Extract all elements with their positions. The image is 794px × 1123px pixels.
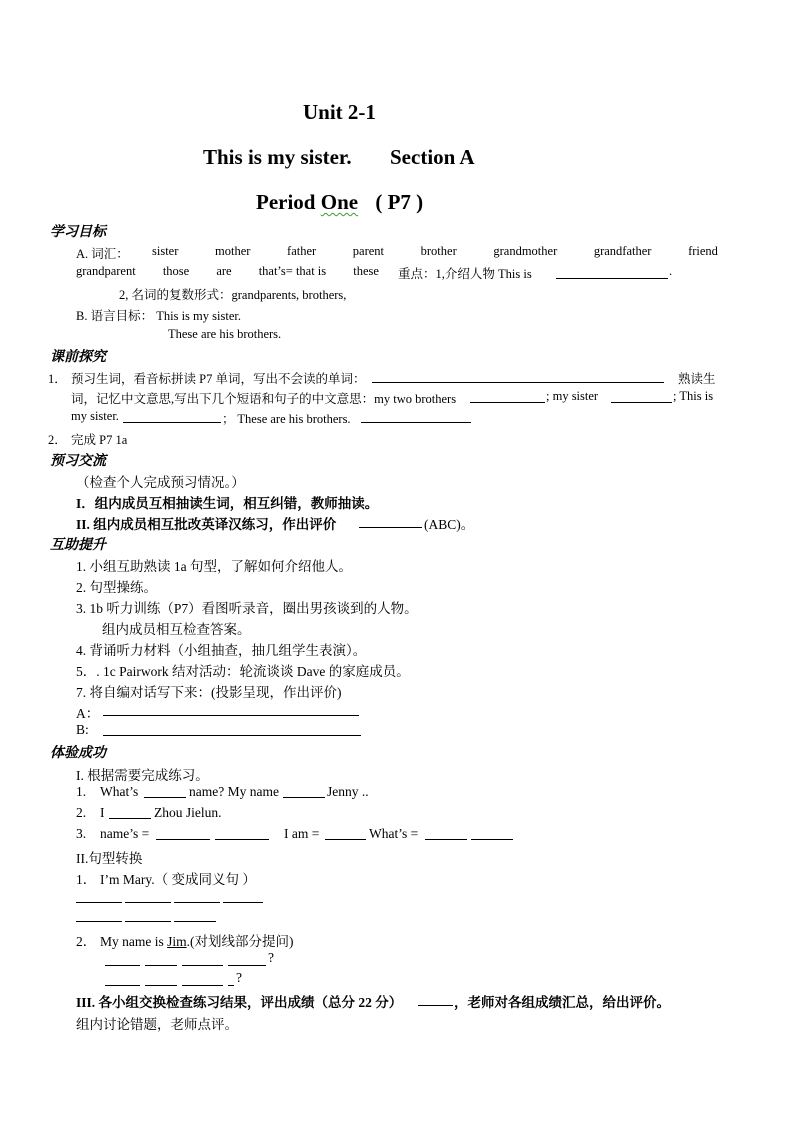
vocab-word-1: mother [215,244,251,258]
preview-item-1-line-2: 词，记忆中文意思,写出下几个短语和句子的中文意思：my two brothers [71,392,457,406]
q3-text-a: name’s = [100,826,150,841]
vocab-row-2 [76,264,379,279]
q1-blank-2[interactable] [283,797,325,798]
score-blank[interactable] [418,1005,453,1006]
exchange-item-ii [76,513,336,533]
mutual-item-3: 3. 1b 听力训练（P7）看图听录音，圈出男孩谈到的人物。 [76,601,418,616]
exchange-note: （检查个人完成预习情况。） [76,475,245,490]
vocab-word-3: parent [352,244,385,258]
t2-text-a: My name is [100,934,164,949]
my-sister-sentence: my sister. [71,409,119,423]
preview-item-2-number: 2． [48,433,67,447]
period-page: ( P7 ) [375,190,424,214]
q1-text-b: name? My name [189,784,279,799]
my-two-brothers-blank[interactable] [470,402,545,403]
t2-blank-4[interactable] [228,965,266,966]
focus-text: 重点：1,介绍人物 This is [398,267,532,281]
dialogue-a-label: A： [76,706,100,721]
my-sister-label: ; my sister [546,389,599,403]
q3-text-c: What’s = [369,826,419,841]
mutual-item-3-sub: 组内成员相互检查答案。 [102,622,251,637]
dialogue-a-blank[interactable] [103,715,359,716]
t2-blank-5[interactable] [105,985,140,986]
mutual-item-5: 5．. 1c Pairwork 结对活动：轮流谈谈 Dave 的家庭成员。 [76,664,410,679]
q3-blank-1[interactable] [156,839,210,840]
t1-number: 1． [76,872,97,887]
vocab-word-row2-4: these [353,264,379,278]
vocab-word-0: sister [152,244,179,258]
vocab-word-6: grandfather [593,244,652,258]
t2-blank-8[interactable] [228,985,234,986]
q3-blank-4[interactable] [425,839,467,840]
these-are-label: ； These are his brothers. [222,412,351,426]
q3-blank-5[interactable] [471,839,513,840]
period-word: One [320,190,359,214]
section-title: Section A [390,145,475,169]
vocab-word-row2-0: grandparent [76,264,136,278]
q2-text-b: Zhou Jielun. [154,805,222,820]
mutual-item-7: 7. 将自编对话写下来：(投影呈现，作出评价) [76,685,342,700]
q3-blank-2[interactable] [215,839,269,840]
period-title [256,190,423,215]
exchange-item-ii-end: (ABC)。 [424,517,475,532]
t2-blank-3[interactable] [182,965,223,966]
q1-blank-1[interactable] [144,797,186,798]
success-item-i: I. 根据需要完成练习。 [76,768,209,783]
q3-number: 3. [76,826,87,841]
evaluation-blank[interactable] [359,527,422,528]
t2-question-mark-2: ? [236,970,242,985]
q3-blank-3[interactable] [325,839,366,840]
mutual-heading: 互助提升 [50,537,106,553]
t2-text [100,930,294,950]
this-is-label: ; This is [673,389,714,403]
preview-heading: 课前探究 [50,349,106,365]
mutual-item-2: 2. 句型操练。 [76,580,157,595]
q3-text-b: I am = [284,826,320,841]
exchange-heading: 预习交流 [50,453,106,469]
t2-blank-1[interactable] [105,965,140,966]
objectives-heading: 学习目标 [50,224,106,240]
t1-blank-7[interactable] [174,921,216,922]
mutual-item-1: 1. 小组互助熟读 1a 句型，了解如何介绍他人。 [76,559,352,574]
t1-blank-1[interactable] [76,902,122,903]
these-are-blank[interactable] [361,422,471,423]
objective-a-label [76,244,129,262]
final-note: 组内讨论错题，老师点评。 [76,1017,238,1032]
objective-b-sentence-2: These are his brothers. [168,327,282,341]
exchange-item-ii-text: II. 组内成员相互批改英译汉练习，作出评价 [76,517,337,532]
dialogue-b-blank[interactable] [103,735,361,736]
objective-b-letter: B. [76,309,88,323]
vocab-row-1 [152,244,718,259]
vocab-word-row2-1: those [162,264,190,278]
focus-period: . [669,264,673,278]
t2-blank-6[interactable] [145,985,177,986]
t1-text: I’m Mary.（ 变成同义句 ） [100,872,256,887]
success-heading: 体验成功 [50,745,106,761]
t2-underlined-word: Jim [167,934,187,949]
t1-blank-5[interactable] [76,921,122,922]
preview-item-2-text: 完成 P7 1a [71,433,128,447]
vocab-word-4: brother [420,244,457,258]
t2-number: 2． [76,934,97,949]
t1-blank-2[interactable] [125,902,171,903]
t2-question-mark-1: ? [268,950,274,965]
focus-blank[interactable] [556,278,668,279]
q2-text-a: I [100,805,105,820]
unit-title: Unit 2-1 [303,100,376,124]
vocab-word-5: grandmother [493,244,558,258]
lesson-title: This is my sister. [203,145,352,169]
preview-item-1-number: 1． [48,372,67,386]
q2-number: 2. [76,805,87,820]
success-item-iii-end: ，老师对各组成绩汇总，给出评价。 [454,995,670,1010]
q1-text-a: What’s [100,784,139,799]
q2-blank[interactable] [109,818,151,819]
q1-number: 1. [76,784,87,799]
vocab-word-7: friend [688,244,718,258]
t2-blank-2[interactable] [145,965,177,966]
vocab-word-row2-2: are [216,264,232,278]
dialogue-b-label: B: [76,722,89,737]
success-item-ii: II.句型转换 [76,851,143,866]
t1-blank-4[interactable] [223,902,263,903]
t1-blank-6[interactable] [125,921,171,922]
objective-b-title: 语言目标： [90,309,154,323]
exchange-item-i: I．组内成员互相抽读生词，相互纠错，教师抽读。 [76,496,379,511]
plural-line: 2, 名词的复数形式：grandparents, brothers, [119,288,347,302]
mutual-item-4: 4. 背诵听力材料（小组抽查，抽几组学生表演）。 [76,643,367,658]
unknown-words-blank[interactable] [372,382,664,383]
q1-text-c: Jenny .. [327,784,369,799]
t2-text-b: .(对划线部分提问) [186,934,294,949]
period-prefix: Period [256,190,316,214]
t2-blank-7[interactable] [182,985,223,986]
success-item-iii: III. 各小组交换检查练习结果，评出成绩（总分 22 分） [76,995,403,1010]
objective-a-title: 词汇： [91,247,129,261]
preview-item-1-text: 预习生词，看音标拼读 P7 单词，写出不会读的单词： [71,372,366,386]
objective-a-letter: A. [76,247,89,261]
preview-item-1-end: 熟读生 [678,372,716,386]
t1-blank-3[interactable] [174,902,220,903]
my-sister-sentence-blank[interactable] [123,422,221,423]
vocab-word-row2-3: that’s= that is [258,264,327,278]
my-sister-blank[interactable] [611,402,672,403]
objective-b-sentence-1: This is my sister. [156,309,241,323]
objective-b [76,306,241,324]
vocab-word-2: father [287,244,317,258]
